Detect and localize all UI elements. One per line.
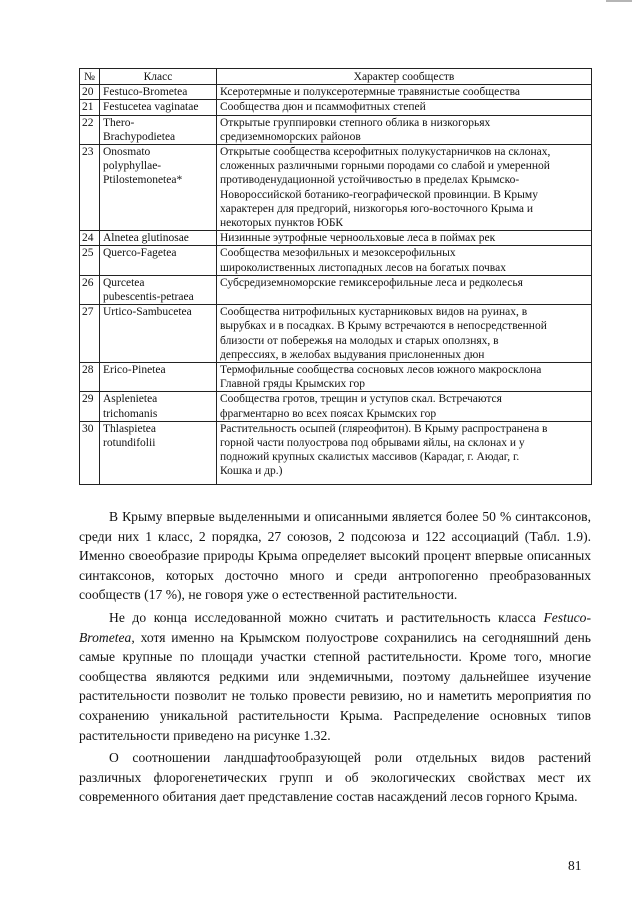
row-description <box>217 421 592 484</box>
table-row <box>80 145 592 231</box>
table-row <box>80 275 592 304</box>
page-number: 81 <box>568 858 582 873</box>
class-line: pubescentis-petraea <box>103 291 194 304</box>
paragraph-text: В Крыму впервые выделенными и описанными является более 50 % синтаксонов, среди них 1 класс, 2 порядка, 27 союзов, 2 подсоюза и 122 ассоциаций (Табл. 1.9). Именно своеобразие природы Крыма определяет высокий процент впервые описанных синтаксонов, которых досточно много и среди антропогенно преобразованных сообществ (17 %), не говоря уже о естественной растительности. <box>79 509 591 603</box>
row-number: 20 <box>80 85 100 100</box>
class-line: Alnetea glutinosae <box>103 232 189 245</box>
table-row <box>80 231 592 246</box>
class-line: trichomanis <box>103 407 158 420</box>
table-row <box>80 100 592 115</box>
table-row <box>80 305 592 363</box>
class-line: rotundifolii <box>103 437 156 450</box>
syntaxa-table <box>79 68 592 485</box>
header-number: № <box>80 69 100 85</box>
description-line: фрагментарно во всех поясах Крымских гор <box>220 407 437 420</box>
class-line: Ptilostemonetea* <box>103 174 183 187</box>
description-line: Сообщества мезофильных и мезоксерофильных <box>220 247 456 260</box>
row-number: 29 <box>80 392 100 421</box>
description-line: Растительность осыпей (гляреофитон). В Крыму распространена в <box>220 422 548 435</box>
scan-edge-mark <box>606 0 632 2</box>
row-class <box>100 231 217 246</box>
description-line: противоденудационной устойчивостью в пределах Крымско- <box>220 174 520 187</box>
description-line: средиземноморских районов <box>220 130 361 143</box>
class-line: Thlaspietea <box>103 422 157 435</box>
table-row <box>80 246 592 275</box>
description-line: Открытые сообщества ксерофитных полукустарничков на склонах, <box>220 146 551 159</box>
row-description <box>217 275 592 304</box>
row-class <box>100 363 217 392</box>
row-class <box>100 100 217 115</box>
description-line: сложенных различными горными породами со слабой и умеренной <box>220 160 550 173</box>
description-line: Главной гряды Крымских гор <box>220 378 366 391</box>
header-class: Класс <box>100 69 217 85</box>
description-line: Сообщества дюн и псаммофитных степей <box>220 101 426 114</box>
table-row <box>80 392 592 421</box>
description-line: Термофильные сообщества сосновых лесов южного макросклона <box>220 364 542 377</box>
class-line: Erico-Pinetea <box>103 364 166 377</box>
row-class <box>100 145 217 231</box>
description-line: Кошка и др.) <box>220 465 283 478</box>
row-description <box>217 363 592 392</box>
row-description <box>217 231 592 246</box>
table-row <box>80 421 592 484</box>
description-line: Субсредиземноморские гемиксерофильные леса и редколесья <box>220 276 523 289</box>
table-row <box>80 85 592 100</box>
description-line: Сообщества гротов, трещин и уступов скал. Встречаются <box>220 393 502 406</box>
header-description: Характер сообществ <box>217 69 592 85</box>
class-line: Festuco-Brometea <box>103 86 188 99</box>
description-line: Низинные эутрофные черноольховые леса в поймах рек <box>220 232 496 245</box>
class-line: Asplenietea <box>103 393 158 406</box>
row-description <box>217 305 592 363</box>
class-line: Thero- <box>103 116 135 129</box>
row-description <box>217 115 592 144</box>
taxon-name-italic: Festuco-Brometea <box>79 609 591 645</box>
table-header-row <box>80 69 592 85</box>
body-text <box>79 507 591 810</box>
paragraph-text: О соотношении ландшафтообразующей роли отдельных видов растений различных флорогенетических групп и об экологических свойствах мест их современного обитания дает представление состав насаждений лесов горного Крыма. <box>79 750 591 805</box>
row-number: 22 <box>80 115 100 144</box>
row-description <box>217 392 592 421</box>
description-line: Сообщества нитрофильных кустарниковых видов на руинах, в <box>220 306 528 319</box>
row-number: 28 <box>80 363 100 392</box>
class-line: Festucetea vaginatae <box>103 101 199 114</box>
row-class <box>100 392 217 421</box>
description-line: Новороссийской ботанико-географической провинции. В Крыму <box>220 188 538 201</box>
description-line: Открытые группировки степного облика в низкогорьях <box>220 116 491 129</box>
table-body <box>80 85 592 485</box>
description-line: близости от побережья на молодых и старых оползнях, в <box>220 334 499 347</box>
table-row <box>80 115 592 144</box>
row-description <box>217 85 592 100</box>
row-class <box>100 275 217 304</box>
paragraph <box>79 748 591 807</box>
paragraph-text: Не до конца исследованной можно считать и растительность класса <box>109 609 544 625</box>
row-description <box>217 145 592 231</box>
description-line: Ксеротермные и полуксеротермные травянистые сообщества <box>220 86 520 99</box>
paragraph <box>79 608 591 745</box>
row-number: 24 <box>80 231 100 246</box>
class-line: Onosmato <box>103 146 151 159</box>
description-line: горной части полуострова под обрывами яйлы, на склонах и у <box>220 437 525 450</box>
paragraph <box>79 507 591 605</box>
class-line: Querco-Fagetea <box>103 247 177 260</box>
description-line: характерен для предгорий, низкогорья юго-восточного Крыма и <box>220 202 534 215</box>
row-number: 30 <box>80 421 100 484</box>
row-description <box>217 100 592 115</box>
class-line: Brachypodietea <box>103 130 176 143</box>
row-number: 23 <box>80 145 100 231</box>
row-number: 27 <box>80 305 100 363</box>
description-line: вырубках и в посадках. В Крыму встречаются в непосредственной <box>220 320 547 333</box>
class-line: Qurcetea <box>103 276 145 289</box>
row-number: 26 <box>80 275 100 304</box>
row-description <box>217 246 592 275</box>
row-class <box>100 421 217 484</box>
row-number: 25 <box>80 246 100 275</box>
description-line: широколиственных листопадных лесов на богатых почвах <box>220 261 506 274</box>
row-class <box>100 305 217 363</box>
paragraph-text: , хотя именно на Крымском полуострове сохранились на сегодняшний день самые крупные по площади участки степной растительности. Кроме того, многие сообщества являются редкими или эндемичными, поэтому дальнейшее изучение растительности позволит не только провести ревизию, но и наметить мероприятия по сохранению уникальной растительности Крыма. Распределение основных типов растительности приведено на рисунке 1.32. <box>79 629 591 743</box>
description-line: некоторых пунктов ЮБК <box>220 217 344 230</box>
row-number: 21 <box>80 100 100 115</box>
row-class <box>100 246 217 275</box>
class-line: polyphyllae- <box>103 160 162 173</box>
class-line: Urtico-Sambucetea <box>103 306 192 319</box>
description-line: депрессиях, в желобах выдувания прислоненных дюн <box>220 348 485 361</box>
row-class <box>100 85 217 100</box>
table-row <box>80 363 592 392</box>
description-line: подножий крупных скалистых массивов (Карадаг, г. Аюдаг, г. <box>220 451 520 464</box>
row-class <box>100 115 217 144</box>
